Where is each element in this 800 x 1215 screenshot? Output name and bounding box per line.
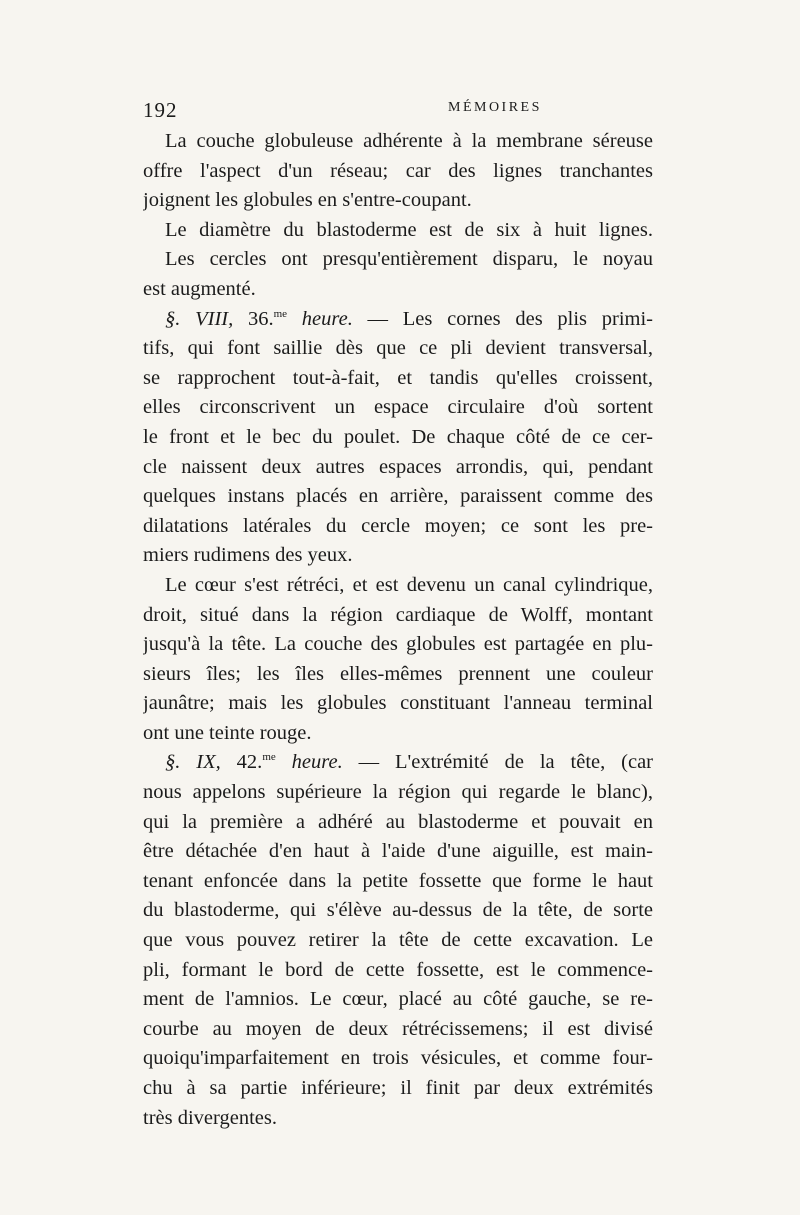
section-superscript: me [262,751,276,764]
running-title: MÉMOIRES [448,100,542,115]
section-text: — Les cornes des plis primi- [352,307,653,330]
text-line: La couche globuleuse adhérente à la membrane séreuse [165,130,653,152]
text-line: courbe au moyen de deux rétrécissemens; il est divisé [143,1017,653,1040]
section-mark: §. VIII, [165,307,234,330]
text-line: Les cercles ont presqu'entièrement disparu, le noyau [165,248,653,271]
text-line: joignent les globules en s'entre-coupant. [143,189,472,212]
text-line: qui la première a adhéré au blastoderme et pouvait en [143,810,653,833]
section-heading-ix [143,748,653,778]
section-number: 42. [220,751,263,774]
text-line: chu à sa partie inférieure; il finit par deux extrémités [143,1077,653,1099]
section-superscript: me [273,307,288,320]
text-line: jusqu'à la tête. La couche des globules est partagée en plu- [143,633,653,656]
text-line: le front et le bec du poulet. De chaque côté de ce cer- [143,425,653,448]
section-mark: §. IX, [165,751,221,774]
text-line: quoiqu'imparfaitement en trois vésicules, et comme four- [143,1047,653,1070]
text-line: droit, situé dans la région cardiaque de Wolff, montant [143,603,653,626]
page-header [143,98,658,122]
text-line: tenant enfoncée dans la petite fossette que forme le haut [143,869,653,892]
text-line: jaunâtre; mais les globules constituant l'anneau terminal [143,692,653,715]
section-text: — L'extrémité de la tête, (car [342,751,653,774]
text-line: être détachée d'en haut à l'aide d'une aiguille, est main- [143,840,653,863]
page-number: 192 [143,98,178,122]
text-line: ont une teinte rouge. [143,721,312,744]
text-line: sieurs îles; les îles elles-mêmes prennent une couleur [143,662,653,685]
text-line: offre l'aspect d'un réseau; car des lignes tranchantes [143,159,653,182]
text-line: miers rudimens des yeux. [143,544,353,567]
text-line: tifs, qui font saillie dès que ce pli devient transversal, [143,337,653,360]
text-line: Le cœur s'est rétréci, et est devenu un canal cylindrique, [165,573,653,596]
text-line: est augmenté. [143,277,256,300]
section-number: 36. [233,307,274,330]
section-unit: heure. [287,307,353,330]
text-line: dilatations latérales du cercle moyen; ce sont les pre- [143,514,653,537]
text-line: se rapprochent tout-à-fait, et tandis qu'elles croissent, [143,366,653,389]
text-line: du blastoderme, qui s'élève au-dessus de la tête, de sorte [143,899,653,922]
text-line: pli, formant le bord de cette fossette, est le commence- [143,958,653,981]
body-text [143,127,653,1133]
section-unit: heure. [275,751,343,774]
text-line: Le diamètre du blastoderme est de six à huit lignes. [165,218,653,241]
text-line: nous appelons supérieure la région qui regarde le blanc), [143,781,653,804]
text-line: très divergentes. [143,1106,277,1129]
text-line: elles circonscrivent un espace circulaire d'où sortent [143,396,653,419]
text-line: ment de l'amnios. Le cœur, placé au côté gauche, se re- [143,988,653,1011]
text-line: cle naissent deux autres espaces arrondis, qui, pendant [143,455,653,478]
text-line: quelques instans placés en arrière, paraissent comme des [143,485,653,508]
text-line: que vous pouvez retirer la tête de cette excavation. Le [143,929,653,952]
section-heading-viii [143,305,653,335]
